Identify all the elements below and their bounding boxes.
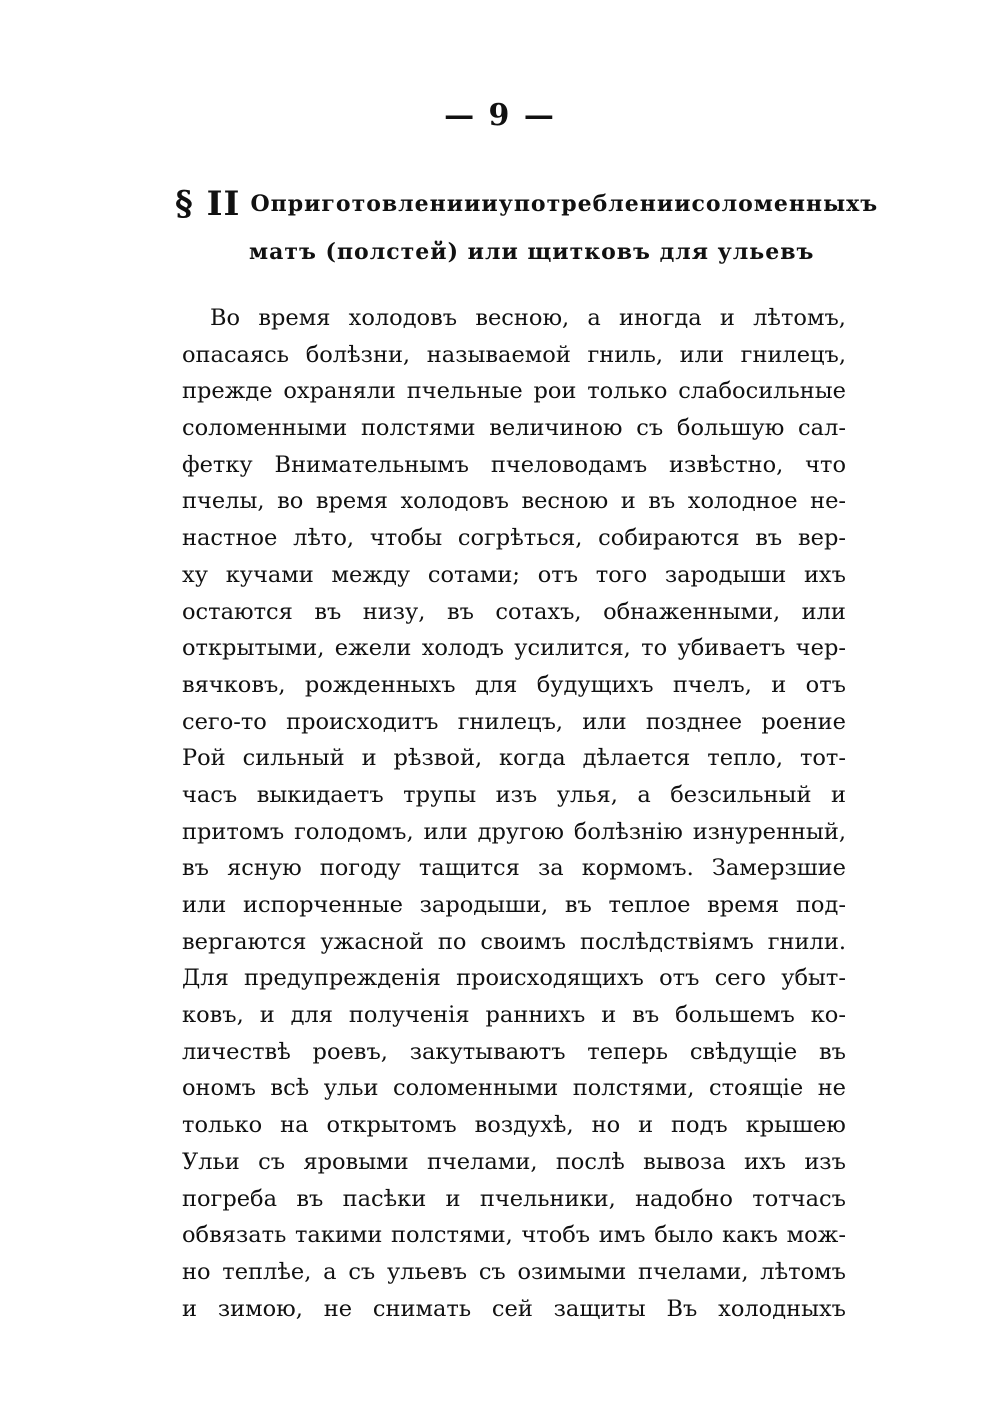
word: было: [654, 1222, 714, 1249]
word: ихъ: [803, 561, 846, 588]
word: а: [587, 305, 601, 331]
word: воздухѣ,: [474, 1112, 574, 1139]
word: прежде: [182, 378, 273, 405]
word: гнилецъ,: [740, 341, 846, 368]
word: пчельники,: [479, 1185, 616, 1212]
word: на: [280, 1112, 309, 1139]
word: ихъ: [743, 1148, 786, 1175]
word: въ: [182, 855, 209, 882]
text-line: [182, 520, 846, 557]
word: испорченные: [243, 892, 403, 918]
word: съ: [348, 1258, 376, 1285]
word: и: [719, 305, 735, 331]
word: не: [817, 1075, 846, 1102]
word: пчелами,: [426, 1148, 538, 1175]
word: происходитъ: [286, 708, 439, 735]
word: тот-: [799, 745, 846, 772]
text-line: [182, 887, 846, 924]
word: холодъ: [421, 635, 504, 662]
word: пчелъ,: [672, 671, 752, 698]
word: притомъ: [182, 818, 285, 845]
word: сего: [714, 965, 766, 992]
word: а: [323, 1258, 337, 1285]
word: улья,: [556, 781, 618, 808]
word: послѣ: [555, 1148, 625, 1175]
word: кучами: [225, 561, 314, 588]
word: свѣдущіе: [689, 1038, 798, 1065]
text-line: [182, 410, 846, 447]
word: изъ: [804, 1148, 846, 1175]
word: величиною: [489, 415, 623, 442]
word: и: [830, 781, 846, 808]
word: соломенными: [393, 1075, 559, 1102]
word: трупы: [403, 781, 477, 808]
word: Замерзшие: [711, 855, 846, 882]
word: въ: [755, 525, 783, 552]
word: полстями,: [391, 1222, 513, 1249]
word: Въ: [666, 1295, 698, 1322]
word: погреба: [182, 1185, 278, 1212]
word: или: [182, 892, 227, 918]
word: ужасной: [320, 928, 424, 955]
text-line: [182, 594, 846, 631]
word: роевъ,: [312, 1038, 388, 1065]
word: личествѣ: [182, 1038, 291, 1065]
word: убыт-: [781, 965, 846, 992]
word: открытыми,: [182, 635, 325, 662]
word: извѣстно,: [669, 451, 784, 478]
text-line: [182, 447, 846, 484]
word: по: [437, 928, 467, 955]
word: Рой: [182, 745, 226, 772]
word: только: [182, 1112, 263, 1139]
word: и: [638, 1112, 654, 1139]
word: Для: [182, 965, 229, 992]
text-line: [182, 483, 846, 520]
word: и: [771, 671, 787, 698]
word: надобно: [635, 1185, 733, 1212]
word: или: [679, 341, 724, 368]
word: раннихъ: [485, 1002, 586, 1029]
word: лѣтомъ: [760, 1258, 846, 1285]
word: подъ: [671, 1112, 728, 1139]
word: сей: [491, 1295, 533, 1322]
text-line: [182, 630, 846, 667]
word: сильный: [242, 745, 345, 772]
word: закутываютъ: [409, 1038, 566, 1065]
word: болѣзнію: [573, 818, 683, 845]
word: стоящіе: [708, 1075, 804, 1102]
text-line: [182, 337, 846, 374]
word: фетку: [182, 451, 253, 478]
word: Во: [210, 305, 241, 331]
word: голодомъ,: [294, 818, 414, 845]
word: время: [315, 488, 388, 515]
word: и: [361, 745, 377, 772]
word: имъ: [598, 1222, 646, 1249]
word: слабосильные: [678, 378, 846, 405]
word: сотахъ,: [495, 598, 582, 625]
word: пчеловодамъ: [490, 451, 648, 478]
word: за: [537, 855, 564, 882]
word: сего-то: [182, 708, 267, 735]
body-text: [182, 300, 846, 1327]
word: отъ: [537, 561, 579, 588]
word: рои: [533, 378, 577, 405]
heading-line-1: [175, 180, 879, 228]
text-line: [182, 740, 846, 777]
word: кормомъ.: [581, 855, 694, 882]
word: крышею: [745, 1112, 846, 1139]
word: полученія: [348, 1002, 470, 1029]
word: опасаясь: [182, 341, 290, 368]
word: гнили.: [767, 928, 846, 955]
text-line: [182, 300, 846, 337]
word: вер-: [797, 525, 846, 552]
text-line: [182, 1291, 846, 1328]
text-line: [182, 850, 846, 887]
word: въ: [446, 598, 474, 625]
word: ежели: [334, 635, 412, 662]
word: вячковъ,: [182, 671, 286, 698]
word: съ: [478, 1258, 506, 1285]
word: не: [323, 1295, 353, 1322]
word: или: [423, 818, 468, 845]
word: усилится,: [514, 635, 631, 662]
word: послѣдствіямъ: [579, 928, 754, 955]
word: часъ: [182, 781, 238, 808]
heading-word: употреблении: [498, 191, 692, 217]
word: и: [620, 488, 636, 515]
word: мож-: [786, 1222, 846, 1249]
text-line: [182, 704, 846, 741]
word: теплѣе,: [222, 1258, 312, 1285]
word: выкидаетъ: [256, 781, 384, 808]
word: чер-: [795, 635, 846, 662]
word: въ: [648, 488, 676, 515]
word: происходящихъ: [456, 965, 644, 992]
word: отъ: [659, 965, 700, 992]
word: въ: [632, 1002, 660, 1029]
word: болѣзни,: [305, 341, 411, 368]
word: под-: [795, 892, 846, 918]
word: иногда: [619, 305, 702, 331]
word: согрѣться,: [457, 525, 583, 552]
word: полстями: [360, 415, 476, 442]
word: теплое: [608, 892, 691, 918]
text-line: [182, 373, 846, 410]
word: съ: [258, 1148, 286, 1175]
word: своимъ: [480, 928, 567, 955]
text-line: [182, 814, 846, 851]
word: лѣтомъ,: [753, 305, 846, 331]
word: тепло,: [707, 745, 784, 772]
word: въ: [314, 598, 342, 625]
text-line: [182, 1181, 846, 1218]
word: и: [182, 1295, 197, 1322]
word: остаются: [182, 598, 293, 625]
text-line: [182, 997, 846, 1034]
word: теперь: [587, 1038, 669, 1065]
word: будущихъ: [536, 671, 654, 698]
word: вергаются: [182, 928, 307, 955]
word: позднее: [645, 708, 743, 735]
word: отъ: [805, 671, 846, 698]
word: собираются: [598, 525, 740, 552]
word: пасѣки: [342, 1185, 427, 1212]
word: пчелы,: [182, 488, 265, 515]
word: рожденныхъ: [304, 671, 456, 698]
word: вывоза: [643, 1148, 726, 1175]
word: чтобы: [369, 525, 443, 552]
word: рѣзвой,: [393, 745, 483, 772]
word: яровыми: [303, 1148, 409, 1175]
section-number: § II: [175, 184, 241, 224]
word: роение: [761, 708, 846, 735]
word: полстями,: [572, 1075, 695, 1102]
word: гнилецъ,: [457, 708, 564, 735]
text-line: [182, 777, 846, 814]
word: ульевъ: [386, 1258, 468, 1285]
word: а: [637, 781, 651, 808]
text-line: [182, 1254, 846, 1291]
word: зимою,: [217, 1295, 303, 1322]
word: когда: [499, 745, 566, 772]
word: холодныхъ: [718, 1295, 846, 1322]
word: сотами;: [427, 561, 520, 588]
word: открытомъ: [326, 1112, 457, 1139]
word: Внимательнымъ: [274, 451, 470, 478]
word: только: [587, 378, 668, 405]
word: время: [258, 305, 331, 331]
word: холодовъ: [348, 305, 458, 331]
word: такими: [294, 1222, 383, 1249]
word: гниль,: [587, 341, 663, 368]
word: для: [475, 671, 518, 698]
word: весною,: [475, 305, 570, 331]
word: въ: [818, 1038, 846, 1065]
word: въ: [564, 892, 592, 918]
text-line: [182, 557, 846, 594]
heading-word: соломенныхъ: [691, 191, 879, 217]
heading-word: и: [481, 191, 499, 217]
word: съ: [636, 415, 664, 442]
text-line: [182, 1107, 846, 1144]
word: въ: [296, 1185, 324, 1212]
word: но: [182, 1258, 211, 1285]
word: весною: [521, 488, 609, 515]
word: погоду: [319, 855, 401, 882]
word: для: [290, 1002, 333, 1029]
word: другою: [477, 818, 565, 845]
word: озимыми: [517, 1258, 627, 1285]
word: обвязать: [182, 1222, 287, 1249]
word: пчельные: [406, 378, 523, 405]
word: защиты: [553, 1295, 646, 1322]
word: ульи: [323, 1075, 379, 1102]
word: ко-: [810, 1002, 846, 1029]
text-line: [182, 1217, 846, 1254]
word: называемой: [426, 341, 571, 368]
word: лѣто,: [293, 525, 355, 552]
word: пчелами,: [637, 1258, 749, 1285]
word: Ульи: [182, 1148, 240, 1175]
word: убиваетъ: [677, 635, 786, 662]
word: того: [595, 561, 648, 588]
word: низу,: [362, 598, 426, 625]
heading-word: приготовлении: [270, 191, 482, 217]
word: чтобъ: [521, 1222, 591, 1249]
word: обнаженными,: [603, 598, 781, 625]
word: тотчасъ: [752, 1185, 846, 1212]
word: дѣлается: [582, 745, 691, 772]
word: зародыши: [664, 561, 787, 588]
word: холодное: [687, 488, 798, 515]
word: большую: [676, 415, 785, 442]
word: ясную: [227, 855, 302, 882]
word: что: [805, 451, 846, 478]
word: большемъ: [675, 1002, 795, 1029]
word: и: [601, 1002, 617, 1029]
text-line: [182, 960, 846, 997]
word: изнуренный,: [692, 818, 846, 845]
word: предупрежденія: [244, 965, 441, 992]
word: между: [331, 561, 411, 588]
word: какъ: [722, 1222, 778, 1249]
word: время: [707, 892, 780, 918]
word: снимать: [372, 1295, 472, 1322]
word: ковъ,: [182, 1002, 244, 1029]
word: изъ: [495, 781, 538, 808]
word: ху: [182, 561, 208, 588]
word: и: [259, 1002, 275, 1029]
word: но: [591, 1112, 621, 1139]
text-line: [182, 667, 846, 704]
text-line: [182, 1070, 846, 1107]
section-heading: [175, 180, 879, 276]
word: и: [445, 1185, 461, 1212]
word: тащится: [418, 855, 520, 882]
word: ономъ: [182, 1075, 256, 1102]
page-number: — 9 —: [444, 98, 556, 133]
word: безсильный: [670, 781, 812, 808]
word: или: [801, 598, 846, 625]
heading-line-2: матъ (полстей) или щитковъ для ульевъ: [249, 239, 815, 265]
word: то: [641, 635, 668, 662]
text-line: [182, 1034, 846, 1071]
text-line: [182, 1144, 846, 1181]
word: охраняли: [283, 378, 396, 405]
word: всѣ: [270, 1075, 310, 1102]
heading-word: О: [250, 191, 271, 217]
word: или: [582, 708, 627, 735]
word: зародыши,: [419, 892, 549, 918]
word: не-: [810, 488, 846, 515]
word: настное: [182, 525, 278, 552]
word: сал-: [798, 415, 846, 442]
word: во: [277, 488, 304, 515]
text-line: [182, 924, 846, 961]
word: соломенными: [182, 415, 348, 442]
word: холодовъ: [400, 488, 509, 515]
